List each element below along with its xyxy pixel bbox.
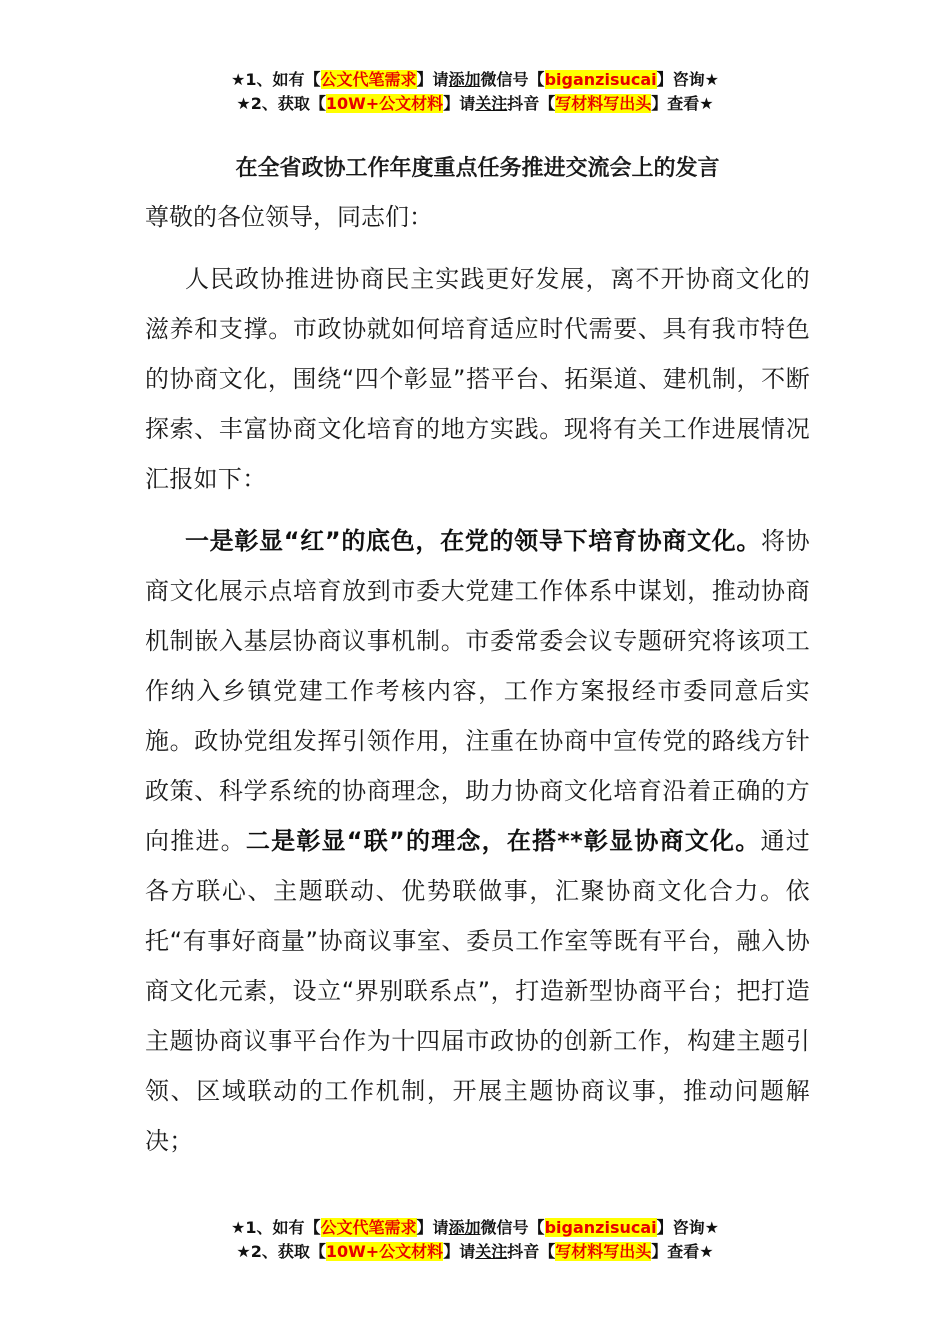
footer-text: ★2、获取【 — [236, 1242, 326, 1261]
header-highlight-douyin: 写材料写出头 — [555, 94, 652, 113]
header-text: 微信号【 — [480, 70, 545, 89]
section-text-link: 通过各方联心、主题联动、优势联做事，汇聚协商文化合力。依托“有事好商量”协商议事室、委员工作室等既有平台，融入协商文化元素，设立“界别联系点”，打造新型协商平台；把打造主题协商议事平台作为十四届市政协的创新工作，构建主题引领、区域联动的工作机制，开展主题协商议事，推动问题解决； — [145, 827, 811, 1155]
header-line-1 — [0, 68, 950, 92]
header-highlight: 10W+公文材料 — [325, 94, 444, 113]
footer-text: 】查看★ — [651, 1242, 714, 1261]
footer-highlight: 10W+公文材料 — [325, 1242, 444, 1261]
footer-highlight-douyin: 写材料写出头 — [555, 1242, 652, 1261]
header-highlight-wechat: biganzisucai — [544, 70, 657, 89]
document-body — [145, 148, 810, 1166]
header-line-2 — [0, 92, 950, 116]
footer-text: ★1、如有【 — [231, 1218, 321, 1237]
footer-text: 】请 — [416, 1218, 449, 1237]
header-text: ★2、获取【 — [236, 94, 326, 113]
footer-text: 】请 — [443, 1242, 476, 1261]
section-heading-red: 一是彰显“红”的底色，在党的领导下培育协商文化。 — [185, 527, 761, 555]
footer-highlight: 公文代笔需求 — [320, 1218, 417, 1237]
header-underline: 关注 — [475, 94, 508, 113]
document-title: 在全省政协工作年度重点任务推进交流会上的发言 — [235, 156, 720, 181]
header-text: 抖音【 — [507, 94, 556, 113]
footer-underline: 关注 — [475, 1242, 508, 1261]
header-text: 】请 — [416, 70, 449, 89]
header-highlight: 公文代笔需求 — [320, 70, 417, 89]
footer-highlight-wechat: biganzisucai — [544, 1218, 657, 1237]
header-text: 】请 — [443, 94, 476, 113]
footer-text: 抖音【 — [507, 1242, 556, 1261]
footer-line-2 — [0, 1240, 950, 1264]
header-text: 】查看★ — [651, 94, 714, 113]
section-text-red: 将协商文化展示点培育放到市委大党建工作体系中谋划，推动协商机制嵌入基层协商议事机制。市委常委会议专题研究将该项工作纳入乡镇党建工作考核内容，工作方案报经市委同意后实施。政协党组发挥引领作用，注重在协商中宣传党的路线方针政策、科学系统的协商理念，助力协商文化培育沿着正确的方向推进。 — [145, 527, 810, 855]
footer-text: 微信号【 — [480, 1218, 545, 1237]
greeting: 尊敬的各位领导，同志们： — [145, 203, 433, 231]
header-underline: 添加 — [448, 70, 481, 89]
header-text: 】咨询★ — [656, 70, 719, 89]
footer-underline: 添加 — [448, 1218, 481, 1237]
paragraph-intro: 人民政协推进协商民主实践更好发展，离不开协商文化的滋养和支撑。市政协就如何培育适应时代需要、具有我市特色的协商文化，围绕“四个彰显”搭平台、拓渠道、建机制，不断探索、丰富协商文化培育的地方实践。现将有关工作进展情况汇报如下： — [145, 265, 810, 493]
section-heading-link: 二是彰显“联”的理念，在搭**彰显协商文化。 — [245, 827, 761, 855]
footer-line-1 — [0, 1216, 950, 1240]
header-banner — [0, 68, 950, 116]
footer-text: 】咨询★ — [656, 1218, 719, 1237]
header-text: ★1、如有【 — [231, 70, 321, 89]
footer-banner — [0, 1216, 950, 1264]
paragraph-section-1 — [145, 516, 810, 1166]
